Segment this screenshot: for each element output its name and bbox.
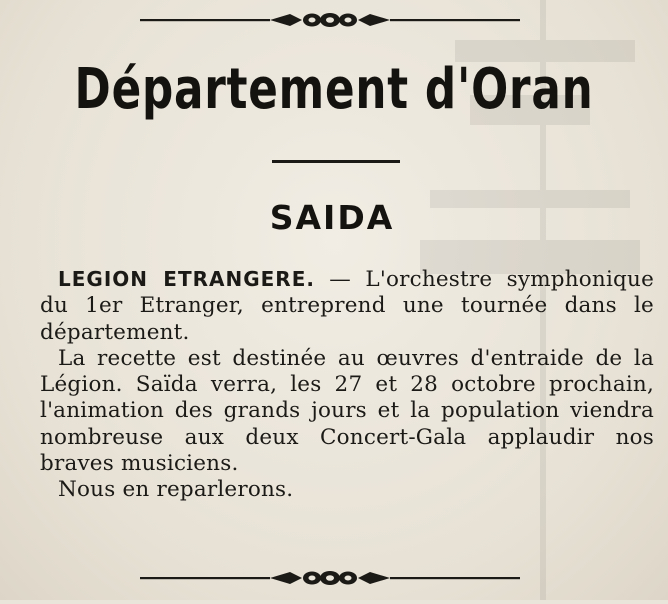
article-paragraph-1: [40, 266, 654, 346]
article-body: [40, 266, 654, 504]
article-paragraph-3: Nous en reparlerons.: [58, 477, 294, 503]
title-rule-divider: [272, 160, 400, 163]
top-ornament-icon: [140, 10, 520, 30]
department-title: Département d'Oran: [74, 57, 594, 122]
article-lead-in: LEGION ETRANGERE.: [58, 267, 315, 291]
bottom-ornament-icon: [140, 568, 520, 588]
city-heading: SAIDA: [269, 198, 395, 237]
article-paragraph-1-text: — L'orchestre symphonique du 1er Etranger, entreprend une tournée dans le département.: [40, 267, 654, 345]
article-paragraph-2: La recette est destinée au œuvres d'entraide de la Légion. Saïda verra, les 27 et 28 octobre prochain, l'animation des grands jours et la population viendra nombreuse aux deux Concert-Gala applaudir nos braves musiciens.: [40, 345, 654, 477]
